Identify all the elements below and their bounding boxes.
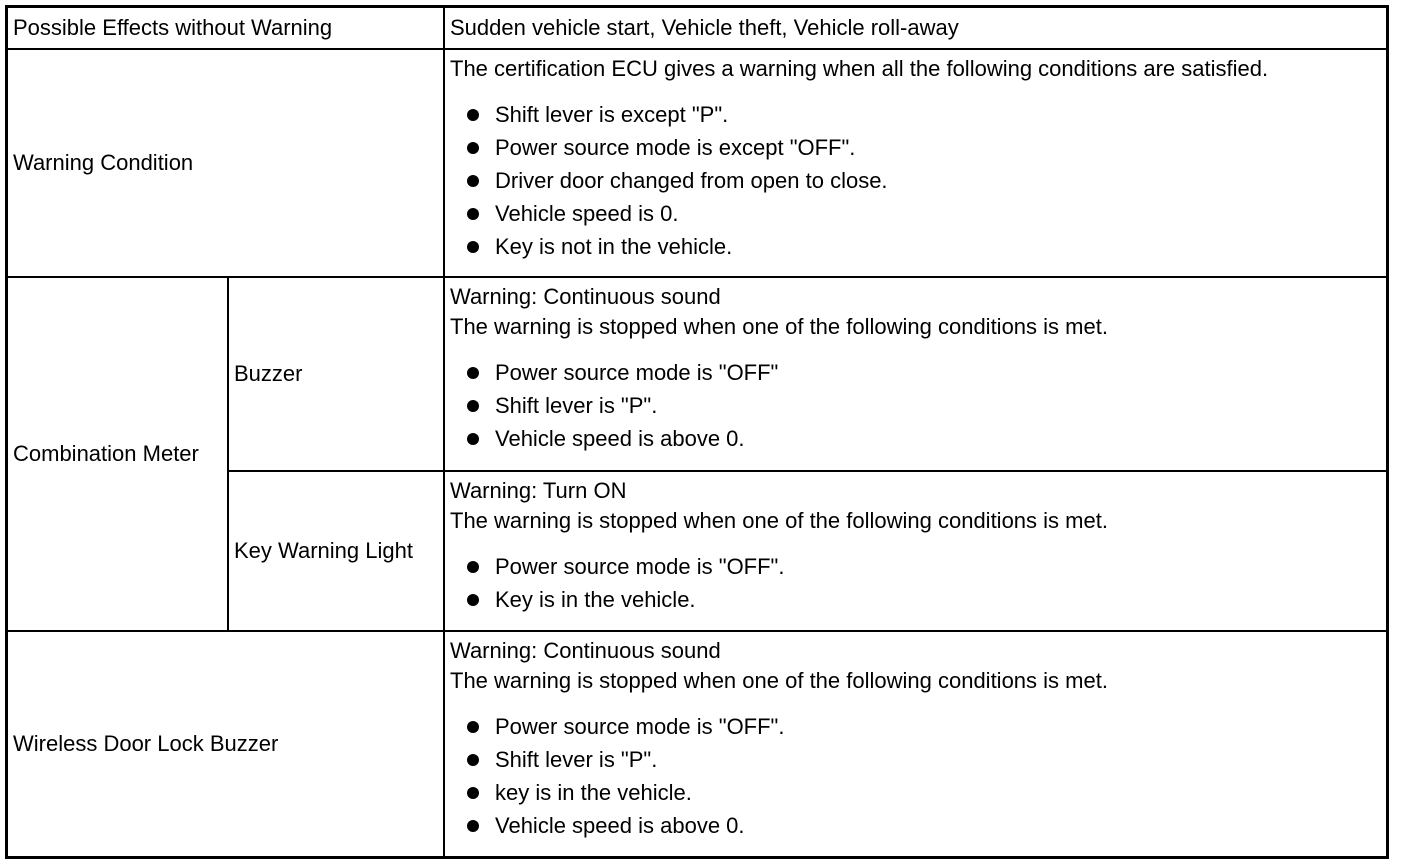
list-item: Driver door changed from open to close.: [467, 164, 1386, 197]
table-row-buzzer: [7, 277, 1387, 471]
warning-condition-details: [444, 49, 1387, 277]
bullet-icon: [467, 208, 479, 220]
list-item: Shift lever is "P".: [467, 743, 1386, 776]
warning-specification-table: [6, 6, 1388, 858]
list-item: Key is not in the vehicle.: [467, 230, 1386, 263]
bullet-icon: [467, 820, 479, 832]
list-item: Power source mode is "OFF".: [467, 710, 1386, 743]
list-item: Vehicle speed is above 0.: [467, 809, 1386, 842]
bullet-icon: [467, 400, 479, 412]
bullet-icon: [467, 142, 479, 154]
bullet-icon: [467, 787, 479, 799]
key-warning-light-warning: Warning: Turn ON: [450, 478, 627, 503]
wireless-door-lock-buzzer-label: Wireless Door Lock Buzzer: [7, 631, 444, 857]
key-warning-light-label: Key Warning Light: [228, 471, 444, 631]
warning-condition-list: [450, 98, 1386, 263]
list-item: Vehicle speed is above 0.: [467, 422, 1386, 455]
table-row-wireless-door-lock-buzzer: [7, 631, 1387, 857]
bullet-icon: [467, 175, 479, 187]
list-item: key is in the vehicle.: [467, 776, 1386, 809]
key-warning-light-details: [444, 471, 1387, 631]
buzzer-list: [450, 356, 1386, 455]
effects-value: Sudden vehicle start, Vehicle theft, Vehicle roll-away: [444, 7, 1387, 49]
bullet-icon: [467, 561, 479, 573]
effects-label: Possible Effects without Warning: [7, 7, 444, 49]
list-item: Key is in the vehicle.: [467, 583, 1386, 616]
list-item: Vehicle speed is 0.: [467, 197, 1386, 230]
buzzer-details: [444, 277, 1387, 471]
wireless-door-lock-buzzer-details: [444, 631, 1387, 857]
table-row-effects: [7, 7, 1387, 49]
wireless-stop-note: The warning is stopped when one of the following conditions is met.: [450, 668, 1108, 693]
list-item: Power source mode is except "OFF".: [467, 131, 1386, 164]
bullet-icon: [467, 241, 479, 253]
bullet-icon: [467, 721, 479, 733]
list-item: Power source mode is "OFF".: [467, 550, 1386, 583]
key-warning-light-stop-note: The warning is stopped when one of the following conditions is met.: [450, 508, 1108, 533]
table-row-warning-condition: [7, 49, 1387, 277]
list-item: Shift lever is "P".: [467, 389, 1386, 422]
warning-condition-label: Warning Condition: [7, 49, 444, 277]
bullet-icon: [467, 367, 479, 379]
wireless-list: [450, 710, 1386, 842]
combination-meter-label: Combination Meter: [7, 277, 228, 631]
bullet-icon: [467, 109, 479, 121]
list-item: Power source mode is "OFF": [467, 356, 1386, 389]
buzzer-warning: Warning: Continuous sound: [450, 284, 721, 309]
bullet-icon: [467, 754, 479, 766]
buzzer-label: Buzzer: [228, 277, 444, 471]
wireless-warning: Warning: Continuous sound: [450, 638, 721, 663]
bullet-icon: [467, 594, 479, 606]
buzzer-stop-note: The warning is stopped when one of the following conditions is met.: [450, 314, 1108, 339]
list-item: Shift lever is except "P".: [467, 98, 1386, 131]
bullet-icon: [467, 433, 479, 445]
warning-condition-intro: The certification ECU gives a warning when all the following conditions are satisfied.: [450, 56, 1269, 81]
key-warning-light-list: [450, 550, 1386, 616]
